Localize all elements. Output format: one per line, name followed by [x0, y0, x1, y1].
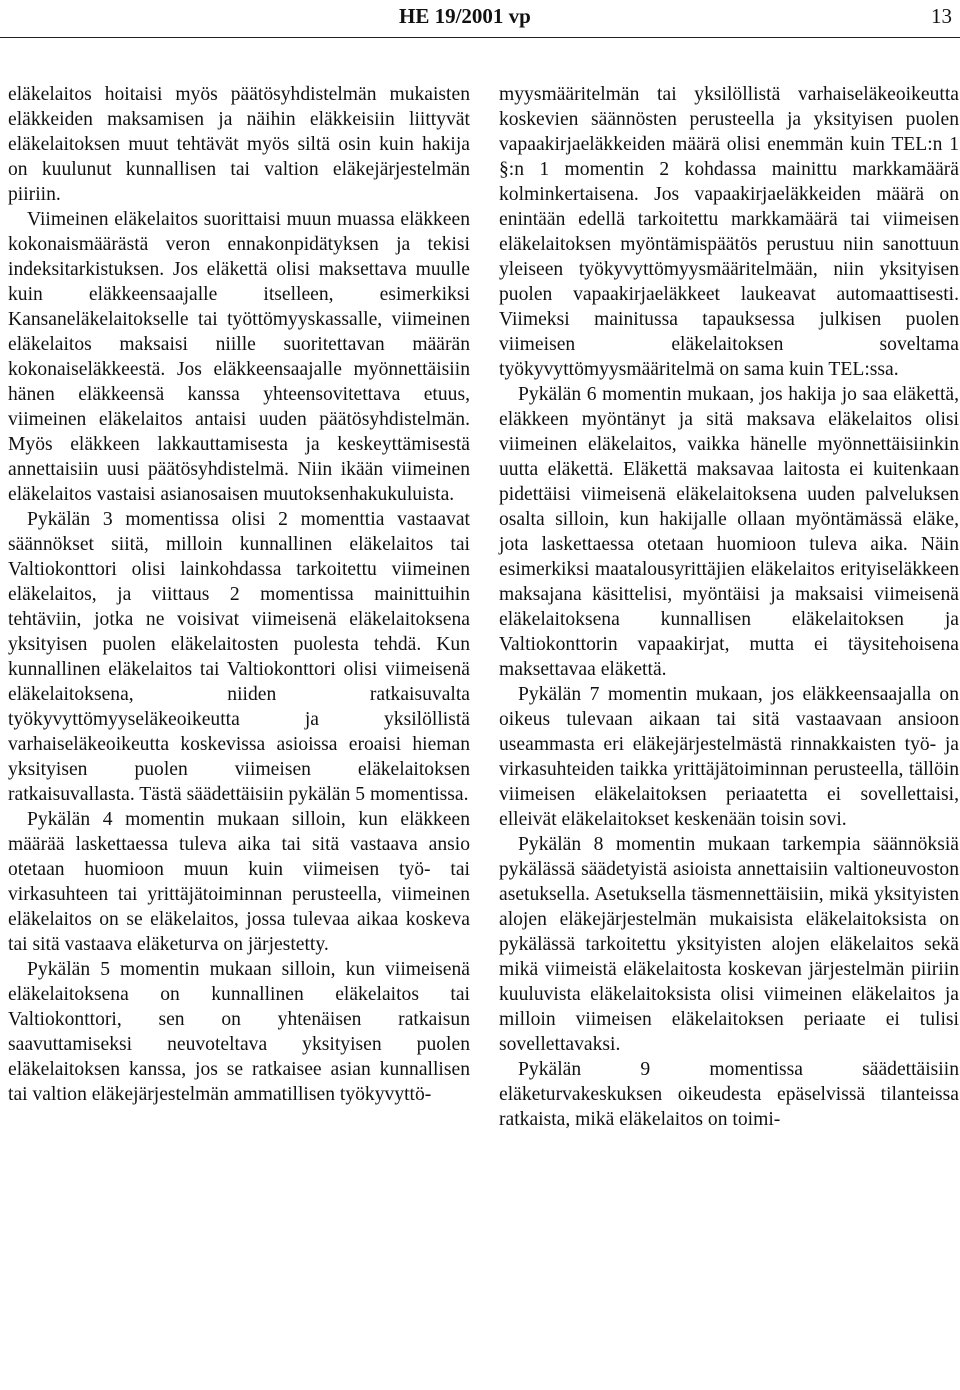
paragraph: eläkelaitos hoitaisi myös päätösyhdistelmän mukaisten eläkkeiden maksamisen ja näihin eläkkeisiin liittyvät eläkelaitoksen muut tehtävät myös siltä osin kuin hakija on kuulunut kunnallisen tai valtion eläkejärjestelmän piiriin. — [8, 84, 470, 205]
paragraph: myysmääritelmän tai yksilöllistä varhaiseläkeoikeutta koskevien säännösten perusteella ja yksityisen puolen vapaakirjaeläkkeiden määrä olisi enemmän kuin TEL:n 1 §:n 1 momentin 2 kohdassa mainittu markkamäärä kolminkertaisena. Jos vapaakirjaeläkkeiden määrä on enintään edellä tarkoitettu markkamäärä tai viimeisen eläkelaitoksen myöntämispäätös perustuu niin sanottuun yleiseen työkyvyttömyysmääritelmään, niin yksityisen puolen vapaakirjaeläkkeet laukeavat automaattisesti. Viimeksi mainitussa tapauksessa julkisen puolen viimeisen eläkelaitoksen soveltama työkyvyttömyysmääritelmä on sama kuin TEL:ssa. — [499, 84, 959, 380]
paragraph: Pykälän 7 momentin mukaan, jos eläkkeensaajalla on oikeus tulevaan aikaan tai sitä vastaavaan ansioon useammasta eri eläkejärjestelmästä rinnakkaisten työ- ja virkasuhteiden taikka yrittäjätoiminnan perusteella, tällöin viimeisen eläkelaitoksen periaatetta ei sovellettaisi, elleivät eläkelaitokset keskenään toisin sovi. — [499, 684, 959, 830]
paragraph: Viimeinen eläkelaitos suorittaisi muun muassa eläkkeen kokonaismäärästä veron ennakonpidätyksen ja tekisi indeksitarkistuksen. Jos eläkettä olisi maksettava muulle kuin eläkkeensaajalle itselleen, esimerkiksi Kansaneläkelaitokselle tai työttömyyskassalle, viimeinen eläkelaitos maksaisi niille suoritettavan määrän kokonaiseläkkeestä. Jos eläkkeensaajalle myönnettäisiin hänen eläkkeensä kanssa yhteensovitettava etuus, viimeinen eläkelaitos antaisi uuden päätösyhdistelmän. Myös eläkkeen lakkauttamisesta ja keskeyttämisestä annettaisiin uusi päätösyhdistelmä. Niin ikään viimeinen eläkelaitos vastaisi asianosaisen muutoksenhakukuluista. — [8, 209, 470, 505]
paragraph: Pykälän 5 momentin mukaan silloin, kun viimeisenä eläkelaitoksena on kunnallinen eläkelaitos tai Valtiokonttori, sen on yhtenäisen ratkaisun saavuttamiseksi neuvoteltava yksityisen puolen eläkelaitoksen kanssa, jos se ratkaisee asian kunnallisen tai valtion eläkejärjestelmän ammatillisen työkyvyttö- — [8, 959, 470, 1105]
page-header — [0, 0, 960, 38]
right-column — [499, 82, 959, 1132]
paragraph: Pykälän 6 momentin mukaan, jos hakija jo saa eläkettä, eläkkeen myöntänyt ja sitä maksava eläkelaitos olisi viimeinen eläkelaitos, vaikka hänelle myönnettäisiinkin uutta eläkettä. Eläkettä maksavaa laitosta ei kuitenkaan pidettäisi viimeisenä eläkelaitoksena uuden palveluksen osalta silloin, kun hakijalle ollaan myöntämässä eläke, jota laskettaessa otetaan huomioon tuleva aika. Näin esimerkiksi maatalousyrittäjien eläkelaitos erityiseläkkeen maksajana käsittelisi, myöntäisi ja maksaisi viimeisenä eläkelaitoksena kunnallisen eläkelaitoksen ja Valtiokonttorin vapaakirjat, mutta ei täysitehoisena maksettavaa eläkettä. — [499, 384, 959, 680]
paragraph: Pykälän 8 momentin mukaan tarkempia säännöksiä pykälässä säädetyistä asioista annettaisiin valtioneuvoston asetuksella. Asetuksella täsmennettäisiin, mikä yksityisten alojen eläkejärjestelmän mukaisista eläkelaitoksista on pykälässä tarkoitettu yksityisten alojen eläkelaitos sekä mikä viimeistä eläkelaitosta koskevan järjestelmän piiriin kuuluvista eläkelaitoksista olisi viimeinen eläkelaitos ja milloin viimeisen eläkelaitoksen periaate ei tulisi sovellettavaksi. — [499, 834, 959, 1055]
left-column — [8, 82, 470, 1107]
paragraph: Pykälän 9 momentissa säädettäisiin eläketurvakeskuksen oikeudesta epäselvissä tilanteissa ratkaista, mikä eläkelaitos on toimi- — [499, 1059, 959, 1130]
paragraph: Pykälän 4 momentin mukaan silloin, kun eläkkeen määrää laskettaessa tuleva aika tai sitä vastaava ansio otetaan huomioon muun kuin viimeisen työ- tai virkasuhteen tai yrittäjätoiminnan perusteella, viimeinen eläkelaitos on se eläkelaitos, jossa tulevaa aikaa koskeva tai sitä vastaava eläketurva on järjestetty. — [8, 809, 470, 955]
document-id: HE 19/2001 vp — [399, 4, 531, 28]
paragraph: Pykälän 3 momentissa olisi 2 momenttia vastaavat säännökset siitä, milloin kunnallinen eläkelaitos tai Valtiokonttori olisi lainkohdassa tarkoitettu viimeinen eläkelaitos, ja viittaus 2 momentissa mainittuihin tehtäviin, jotka ne voisivat viimeisenä eläkelaitoksena yksityisen puolen eläkelaitosten puolesta tehdä. Kun kunnallinen eläkelaitos tai Valtiokonttori olisi viimeisenä eläkelaitoksena, niiden ratkaisuvalta työkyvyttömyyseläkeoikeutta ja yksilöllistä varhaiseläkeoikeutta koskevissa asioissa eroaisi hieman yksityisen puolen viimeisen eläkelaitoksen ratkaisuvallasta. Tästä säädettäisiin pykälän 5 momentissa. — [8, 509, 470, 805]
page-number: 13 — [931, 4, 952, 28]
